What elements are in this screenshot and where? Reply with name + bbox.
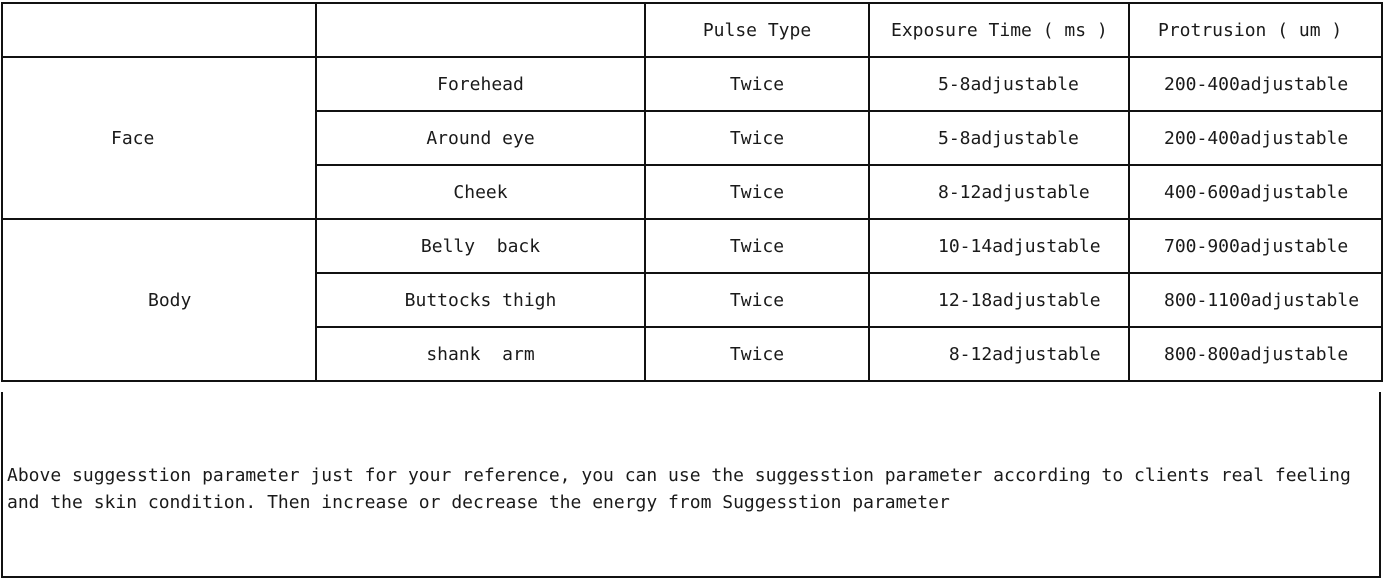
exposure-cell: 10-14adjustable bbox=[869, 219, 1129, 273]
protrusion-cell: 400-600adjustable bbox=[1129, 165, 1382, 219]
exposure-cell: 8-12adjustable bbox=[869, 165, 1129, 219]
table-row bbox=[2, 57, 1382, 111]
protrusion-cell: 200-400adjustable bbox=[1129, 111, 1382, 165]
parameter-table bbox=[1, 2, 1383, 382]
protrusion-cell: 800-800adjustable bbox=[1129, 327, 1382, 381]
note-box bbox=[1, 392, 1381, 578]
reference-note bbox=[7, 462, 1377, 516]
protrusion-cell: 200-400adjustable bbox=[1129, 57, 1382, 111]
pulse-cell: Twice bbox=[645, 57, 869, 111]
exposure-cell: 12-18adjustable bbox=[869, 273, 1129, 327]
protrusion-cell: 700-900adjustable bbox=[1129, 219, 1382, 273]
area-cell: Cheek bbox=[316, 165, 645, 219]
table-header-row bbox=[2, 3, 1382, 57]
pulse-cell: Twice bbox=[645, 219, 869, 273]
header-protrusion: Protrusion ( um ) bbox=[1129, 3, 1382, 57]
group-body-label: Body bbox=[2, 219, 316, 381]
header-cell-blank-1 bbox=[2, 3, 316, 57]
note-line-2: and the skin condition. Then increase or decrease the energy from Suggesstion parameter bbox=[7, 492, 950, 513]
area-cell: Buttocks thigh bbox=[316, 273, 645, 327]
header-cell-blank-2 bbox=[316, 3, 645, 57]
header-pulse-type: Pulse Type bbox=[645, 3, 869, 57]
pulse-cell: Twice bbox=[645, 327, 869, 381]
pulse-cell: Twice bbox=[645, 111, 869, 165]
header-exposure-time: Exposure Time ( ms ) bbox=[869, 3, 1129, 57]
group-face-label: Face bbox=[2, 57, 316, 219]
exposure-cell: 8-12adjustable bbox=[869, 327, 1129, 381]
area-cell: Forehead bbox=[316, 57, 645, 111]
protrusion-cell: 800-1100adjustable bbox=[1129, 273, 1382, 327]
area-cell: Around eye bbox=[316, 111, 645, 165]
exposure-cell: 5-8adjustable bbox=[869, 57, 1129, 111]
area-cell: Belly back bbox=[316, 219, 645, 273]
exposure-cell: 5-8adjustable bbox=[869, 111, 1129, 165]
note-line-1: Above suggesstion parameter just for your reference, you can use the suggesstion parameter according to clients real feeling bbox=[7, 465, 1351, 486]
pulse-cell: Twice bbox=[645, 165, 869, 219]
area-cell: shank arm bbox=[316, 327, 645, 381]
table-row bbox=[2, 219, 1382, 273]
pulse-cell: Twice bbox=[645, 273, 869, 327]
